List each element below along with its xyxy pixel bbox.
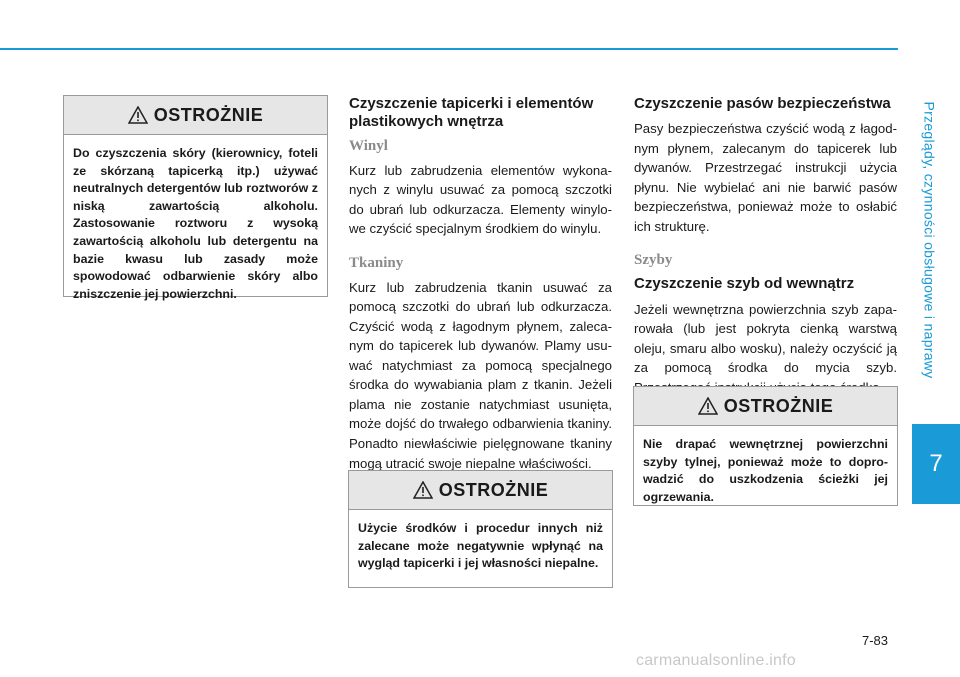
warning-box-leather (63, 95, 328, 301)
subheading-glass: Szyby (634, 252, 673, 269)
warning-header (64, 96, 327, 135)
warning-text: Do czyszczenia skóry (kierownicy, foteli ze skórzaną tapicerką itp.) używać neutralnych detergentów lub roztworów z niską zawartością alkoholu. Zastosowanie roztworu z wysoką zawartością alkoholu lub detergentu na bazie kwasu lub zasady może spowodować odbarwienie skóry albo zniszczenie jej powierzchni. (73, 146, 318, 301)
warning-triangle-icon (128, 106, 148, 124)
footer-watermark: carmanualsonline.info (636, 652, 796, 669)
warning-triangle-icon (698, 397, 718, 415)
warning-triangle-icon (413, 481, 433, 499)
chapter-side-tab (908, 60, 952, 420)
warning-header (349, 471, 612, 510)
warning-text: Nie drapać wewnętrznej powierzchni szyby tylnej, ponieważ może to doprowadzić do uszkodzenia ścieżki jej ogrzewania. (643, 437, 888, 504)
warning-text: Użycie środków i procedur innych niż zalecane może negatywnie wpłynąć na wygląd tapicerki i jej własności niepalne. (358, 521, 603, 571)
warning-title: OSTROŻNIE (723, 395, 834, 416)
section-heading-glass-interior: Czyszczenie szyb od wewnątrz (634, 275, 855, 293)
paragraph-glass: Jeżeli wewnętrzna powierzchnia szyb zaparowała (lub jest pokryta cienką warstwą oleju, smaru albo wosku), należy oczyścić ją za pomocą środka do mycia szyb. (634, 301, 897, 376)
paragraph-vinyl: Kurz lub zabrudzenia elementów wykonanych z winylu usuwać za pomocą szczotki do ubrań lub odkurzacza. Elementy winylowe czyścić specjalnym środkiem do winylu. (349, 162, 612, 237)
section-heading-upholstery: Czyszczenie tapicerki i elementów plastikowych wnętrza (349, 95, 594, 131)
header-rule (0, 48, 898, 50)
middle-column (349, 95, 612, 489)
chapter-number: 7 (929, 450, 943, 477)
paragraph-fabric: Kurz lub zabrudzenia tkanin usuwać za pomocą szczotki do ubrań lub odkurzacza. Czyścić wodą z łagodnym płynem, zalecanym do tapicerek lub dywanów. Plamy usuwać natychmiast za pomocą specjalnego środka do wywabiania plam z tkanin. Jeżeli plama nie zostanie natychmiast usunięta, może dojść do trwałego odbarwienia tkaniny. Ponadto niewłaściwie pielęgnowane tkaniny mogą utracić swoje niepalne właściwości. (349, 279, 612, 471)
paragraph-seat-belts: Pasy bezpieczeństwa czyścić wodą z łagodnym płynem, zalecanym do tapicerek lub dywanów. Przestrzegać instrukcji użycia płynu. Nie wybielać ani nie barwić pasów bezpieczeństwa, ponieważ może to osłabić ich strukturę. (634, 121, 897, 234)
warning-box-rear-window (633, 386, 898, 506)
warning-box-cleaning-agents (348, 470, 613, 588)
warning-header (634, 387, 897, 426)
chapter-number-badge (912, 424, 960, 504)
page-number: 7-83 (862, 633, 889, 648)
subheading-vinyl: Winyl (349, 137, 388, 154)
warning-title: OSTROŻNIE (438, 479, 549, 500)
section-heading-seat-belts: Czyszczenie pasów bezpieczeństwa (634, 95, 891, 112)
chapter-title: Przeglądy, czynności obsługowe i naprawy (922, 101, 939, 379)
right-column (634, 95, 897, 413)
subheading-fabric: Tkaniny (349, 254, 404, 271)
warning-title: OSTROŻNIE (153, 104, 264, 125)
